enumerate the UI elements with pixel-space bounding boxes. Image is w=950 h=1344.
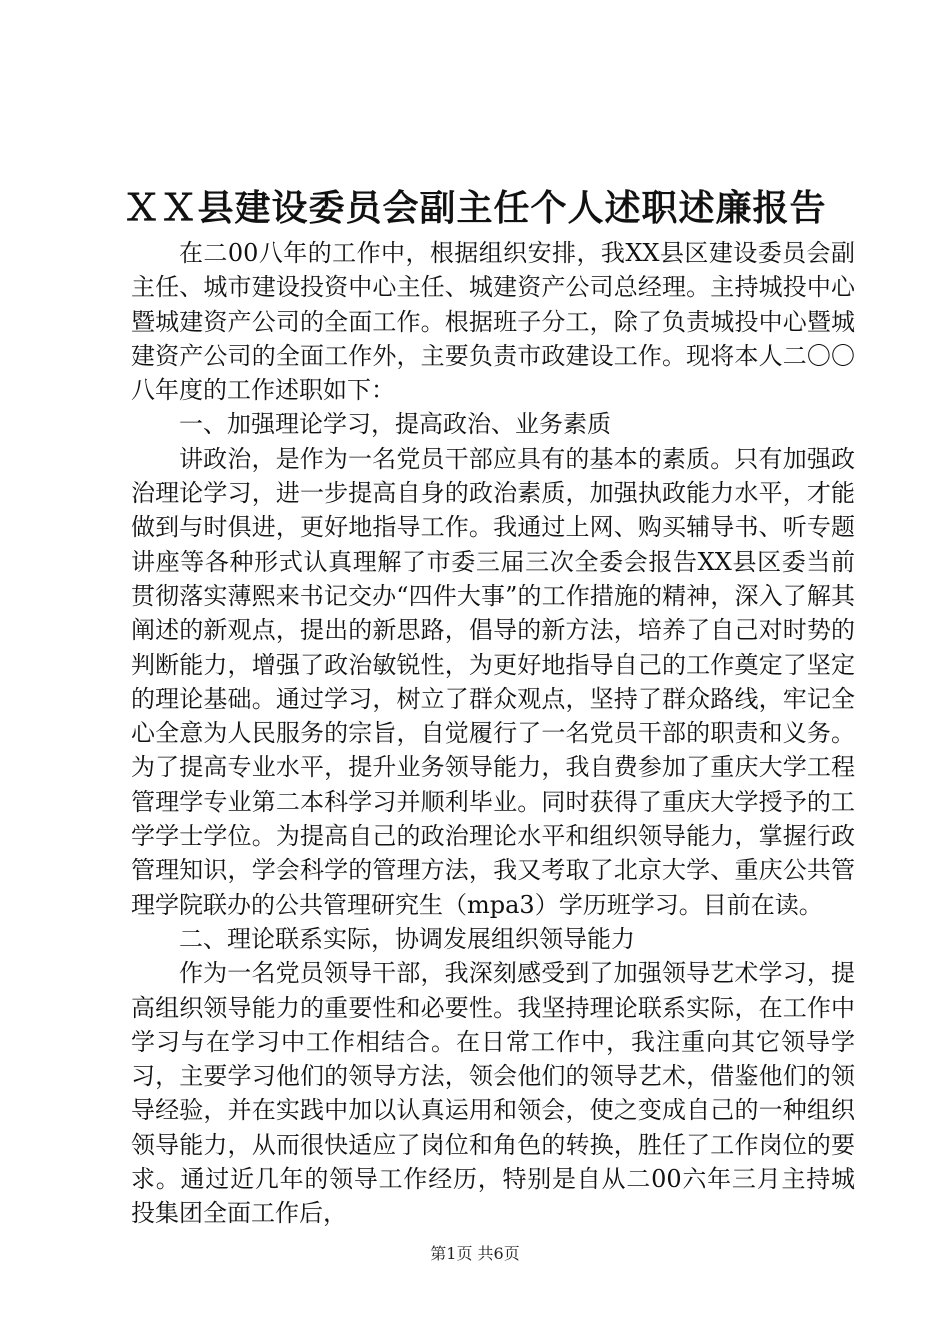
section-heading-1: 一、加强理论学习，提高政治、业务素质 xyxy=(179,410,611,439)
paragraph-theory-study: 讲政治，是作为一名党员干部应具有的基本的素质。只有加强政治理论学习，进一步提高自身的政治素质，加强执政能力水平，才能做到与时俱进，更好地指导工作。我通过上网、购买辅导书、听专题讲座等各种形式认真理解了市委三届三次全委会报告XX县区委当前贯彻落实薄熙来书记交办“四件大事”的工作措施的精神，深入了解其阐述的新观点，提出的新思路，倡导的新方法，培养了自己对时势的判断能力，增强了政治敏锐性，为更好地指导自己的工作奠定了坚定的理论基础。通过学习，树立了群众观点，坚持了群众路线，牢记全心全意为人民服务的宗旨，自觉履行了一名党员干部的职责和义务。为了提高专业水平，提升业务领导能力，我自费参加了重庆大学工程管理学专业第二本科学习并顺利毕业。同时获得了重庆大学授予的工学学士学位。为提高自己的政治理论水平和组织领导能力，掌握行政管理知识，学会科学的管理方法，我又考取了北京大学、重庆公共管理学院联办的公共管理研究生（mpa3）学历班学习。目前在读。 xyxy=(131,444,855,919)
section-heading-2: 二、理论联系实际，协调发展组织领导能力 xyxy=(179,924,635,953)
paragraph-leadership: 作为一名党员领导干部，我深刻感受到了加强领导艺术学习，提高组织领导能力的重要性和必要性。我坚持理论联系实际，在工作中学习与在学习中工作相结合。在日常工作中，我注重向其它领导学习，主要学习他们的领导方法，领会他们的领导艺术，借鉴他们的领导经验，并在实践中加以认真运用和领会，使之变成自己的一种组织领导能力，从而很快适应了岗位和角色的转换，胜任了工作岗位的要求。通过近几年的领导工作经历，特别是自从二00六年三月主持城投集团全面工作后， xyxy=(131,959,855,1228)
document-body xyxy=(131,236,855,1231)
document-title: ＸＸ县建设委员会副主任个人述职述廉报告 xyxy=(123,187,827,229)
page-number-footer: 第1页 共6页 xyxy=(430,1244,520,1263)
paragraph-intro: 在二00八年的工作中，根据组织安排，我XX县区建设委员会副主任、城市建设投资中心主任、城建资产公司总经理。主持城投中心暨城建资产公司的全面工作。根据班子分工，除了负责城投中心暨城建资产公司的全面工作外，主要负责市政建设工作。现将本人二〇〇八年度的工作述职如下： xyxy=(131,239,855,405)
